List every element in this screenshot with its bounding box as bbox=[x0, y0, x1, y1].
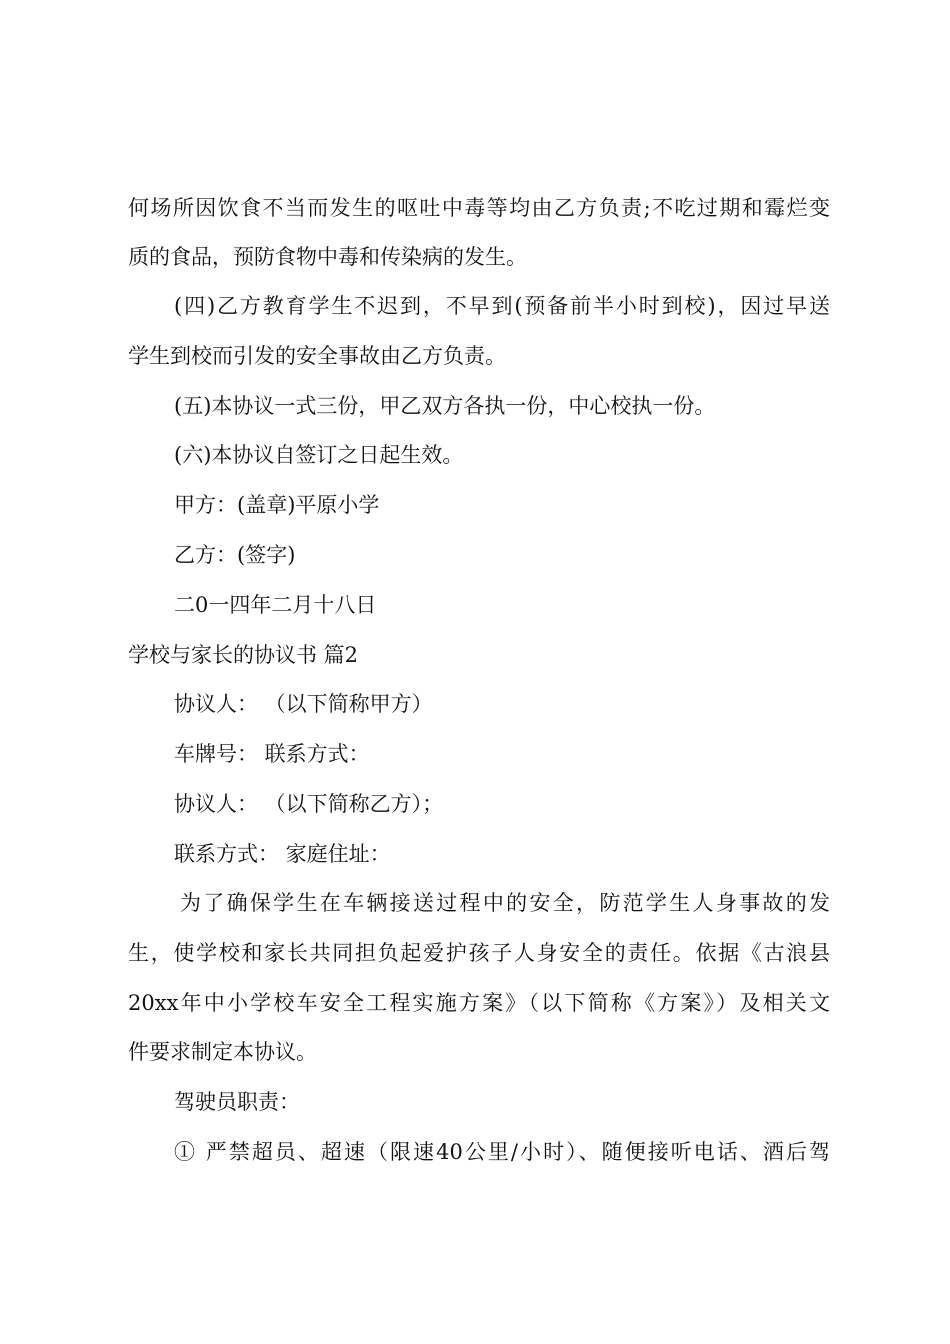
contact-address-field: 联系方式： 家庭住址： bbox=[174, 842, 391, 866]
clause-four-line-1: (四)乙方教育学生不迟到，不早到(预备前半小时到校)，因过早送 bbox=[174, 294, 830, 318]
party-a-field: 协议人： （以下简称甲方） bbox=[174, 692, 433, 716]
clause-four-line-2: 学生到校而引发的安全事故由乙方负责。 bbox=[128, 344, 506, 368]
party-b-signature: 乙方：(签字) bbox=[174, 543, 296, 567]
purpose-line-1: 为了确保学生在车辆接送过程中的安全，防范学生人身事故的发 bbox=[180, 891, 830, 915]
purpose-line-3: 20xx年中小学校车安全工程实施方案》（以下简称《方案》）及相关文 bbox=[128, 991, 830, 1015]
party-a-signature: 甲方：(盖章)平原小学 bbox=[174, 493, 380, 517]
document-date: 二0一四年二月十八日 bbox=[174, 593, 377, 617]
paragraph-line-1: 何场所因饮食不当而发生的呕吐中毒等均由乙方负责;不吃过期和霉烂变 bbox=[128, 196, 830, 220]
purpose-line-4: 件要求制定本协议。 bbox=[128, 1040, 317, 1064]
section-title: 学校与家长的协议书 篇2 bbox=[128, 643, 359, 667]
purpose-line-2: 生，使学校和家长共同担负起爱护孩子人身安全的责任。依据《古浪县 bbox=[128, 941, 830, 965]
paragraph-line-2: 质的食品，预防食物中毒和传染病的发生。 bbox=[128, 245, 527, 269]
plate-number-field: 车牌号： 联系方式： bbox=[174, 742, 370, 766]
driver-duties-heading: 驾驶员职责： bbox=[174, 1090, 300, 1114]
clause-five: (五)本协议一式三份，甲乙双方各执一份，中心校执一份。 bbox=[174, 394, 716, 418]
clause-six: (六)本协议自签订之日起生效。 bbox=[174, 443, 464, 467]
driver-duty-item-1: ① 严禁超员、超速（限速40公里/小时）、随便接听电话、酒后驾 bbox=[174, 1140, 830, 1164]
party-b-field: 协议人： （以下简称乙方）； bbox=[174, 792, 444, 816]
